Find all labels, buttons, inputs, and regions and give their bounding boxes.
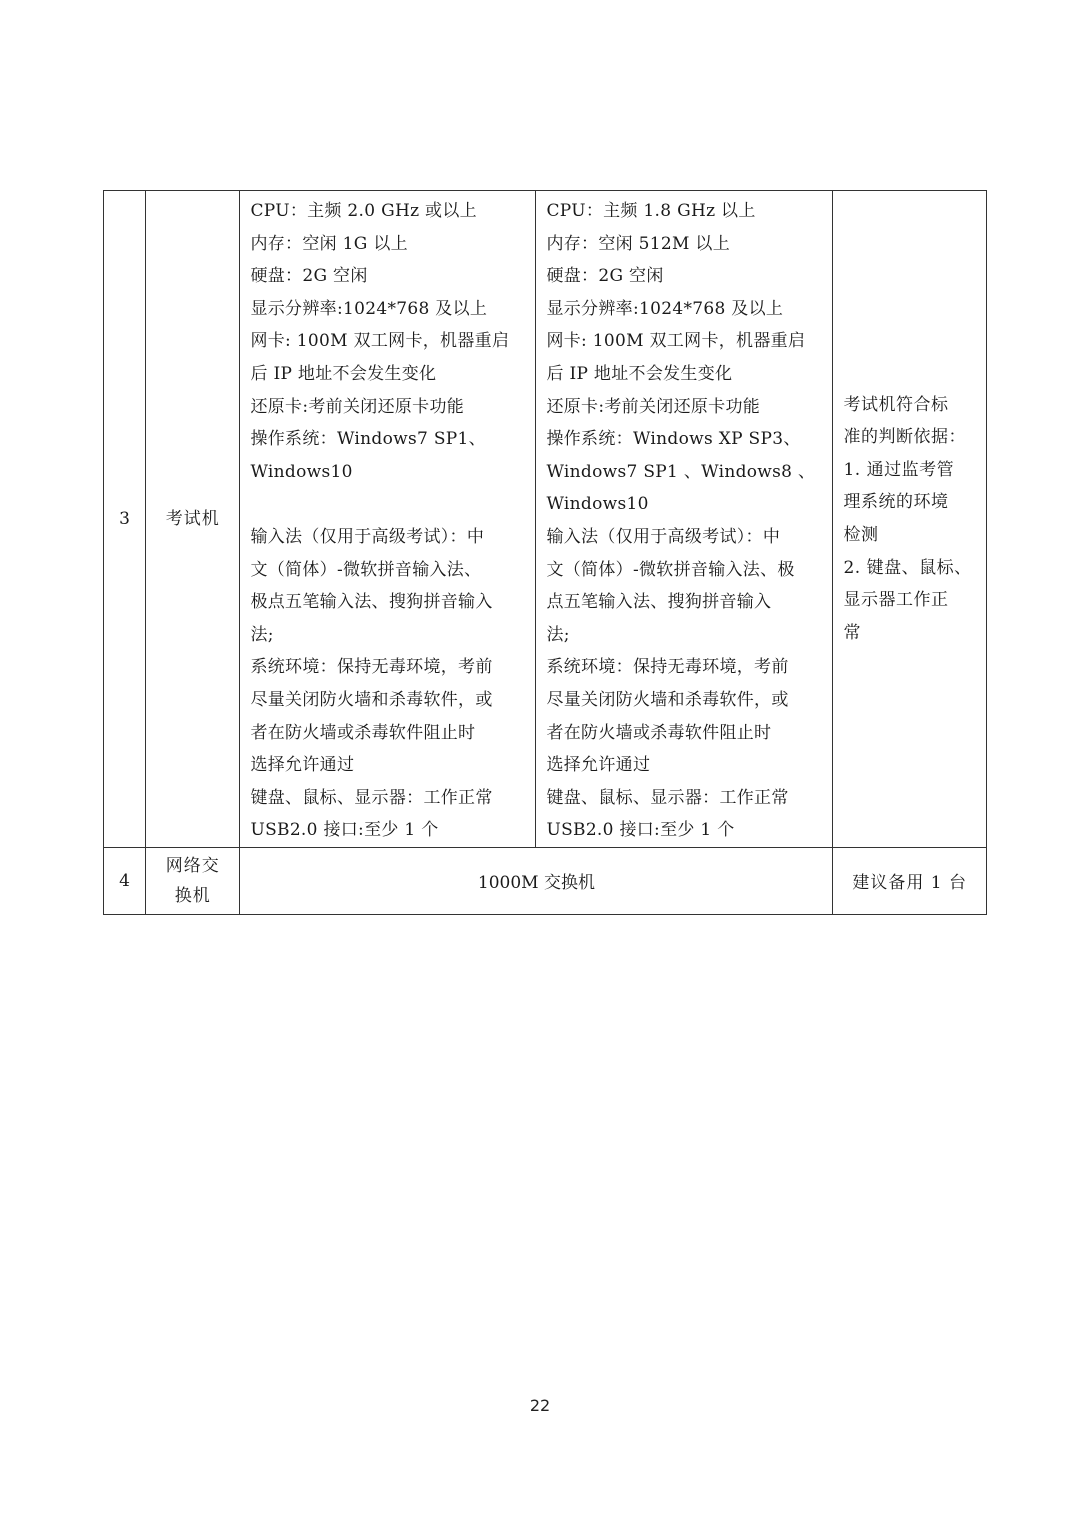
recommended-line: 点五笔输入法、搜狗拼音输入 [546,592,772,613]
note-line: 考试机符合标 [843,394,949,415]
requirement-line: 操作系统：Windows7 SP1、 [250,429,486,450]
recommended-line: 尽量关闭防火墙和杀毒软件，或 [546,689,789,710]
requirement-line: 文（简体）-微软拼音输入法、 [250,559,482,580]
device-name-line: 网络交 [165,855,220,876]
table-row [104,847,987,914]
requirement-line: 还原卡:考前关闭还原卡功能 [250,396,465,417]
note-line: 1. 通过监考管 [843,459,955,480]
switch-note: 建议备用 1 台 [852,873,968,894]
requirement-line: 显示分辨率:1024*768 及以上 [250,298,488,319]
spec-table [103,190,987,915]
switch-spec-cell [240,847,833,914]
requirement-line: 硬盘：2G 空闲 [250,266,368,287]
recommended-line: Windows10 [546,494,649,515]
requirement-line: 系统环境：保持无毒环境，考前 [250,657,493,678]
note-line: 检测 [843,524,879,545]
requirement-line: 选择允许通过 [250,755,355,776]
recommended-line: Windows7 SP1 、Windows8 、 [546,461,816,482]
recommended-line: 输入法（仅用于高级考试）：中 [546,526,781,547]
device-name-cell [146,191,240,848]
requirement-line: CPU：主频 2.0 GHz 或以上 [250,201,477,221]
note-line: 常 [843,622,861,643]
recommended-line: 操作系统：Windows XP SP3、 [546,429,801,450]
recommended-line: 网卡: 100M 双工网卡，机器重启 [546,331,806,352]
recommended-line: 显示分辨率:1024*768 及以上 [546,298,784,319]
row-number: 4 [119,870,130,891]
requirement-line-blank [250,488,527,521]
requirement-line: 键盘、鼠标、显示器：工作正常 [250,787,493,808]
recommended-line: CPU：主频 1.8 GHz 以上 [546,201,756,221]
page-number: 22 [529,1396,551,1415]
requirement-line: Windows10 [250,461,353,482]
requirement-line: USB2.0 接口:至少 1 个 [250,820,439,841]
requirement-line: 内存：空闲 1G 以上 [250,233,408,254]
requirement-line: 极点五笔输入法、搜狗拼音输入 [250,592,493,613]
recommended-line: 法; [546,624,570,645]
recommended-line: 还原卡:考前关闭还原卡功能 [546,396,761,417]
row-number-cell [104,191,146,848]
recommended-line: USB2.0 接口:至少 1 个 [546,820,735,841]
note-line: 显示器工作正 [843,590,949,611]
row-number-cell [104,847,146,914]
device-name: 考试机 [165,508,220,529]
switch-spec: 1000M 交换机 [477,873,595,894]
recommended-line: 文（简体）-微软拼音输入法、极 [546,559,795,580]
note-line: 准的判断依据： [843,427,966,448]
table-row [104,191,987,848]
recommended-line: 内存：空闲 512M 以上 [546,233,731,254]
device-name-line: 换机 [174,885,211,906]
recommended-line: 者在防火墙或杀毒软件阻止时 [546,722,772,743]
note-cell [833,847,987,914]
recommended-line: 后 IP 地址不会发生变化 [546,363,733,384]
note-line: 2. 键盘、鼠标、 [843,557,972,578]
requirement-cell [240,191,536,848]
requirement-line: 网卡: 100M 双工网卡，机器重启 [250,331,510,352]
requirement-line: 尽量关闭防火墙和杀毒软件，或 [250,689,493,710]
recommended-line: 硬盘：2G 空闲 [546,266,664,287]
note-cell [833,191,987,848]
recommended-line: 键盘、鼠标、显示器：工作正常 [546,787,789,808]
requirement-line: 输入法（仅用于高级考试）：中 [250,526,485,547]
row-number: 3 [119,508,130,529]
requirement-line: 者在防火墙或杀毒软件阻止时 [250,722,476,743]
requirement-line: 后 IP 地址不会发生变化 [250,363,437,384]
recommended-line: 选择允许通过 [546,755,651,776]
recommended-cell [536,191,833,848]
requirement-line: 法; [250,624,274,645]
recommended-line: 系统环境：保持无毒环境，考前 [546,657,789,678]
note-line: 理系统的环境 [843,492,949,513]
device-name-cell [146,847,240,914]
